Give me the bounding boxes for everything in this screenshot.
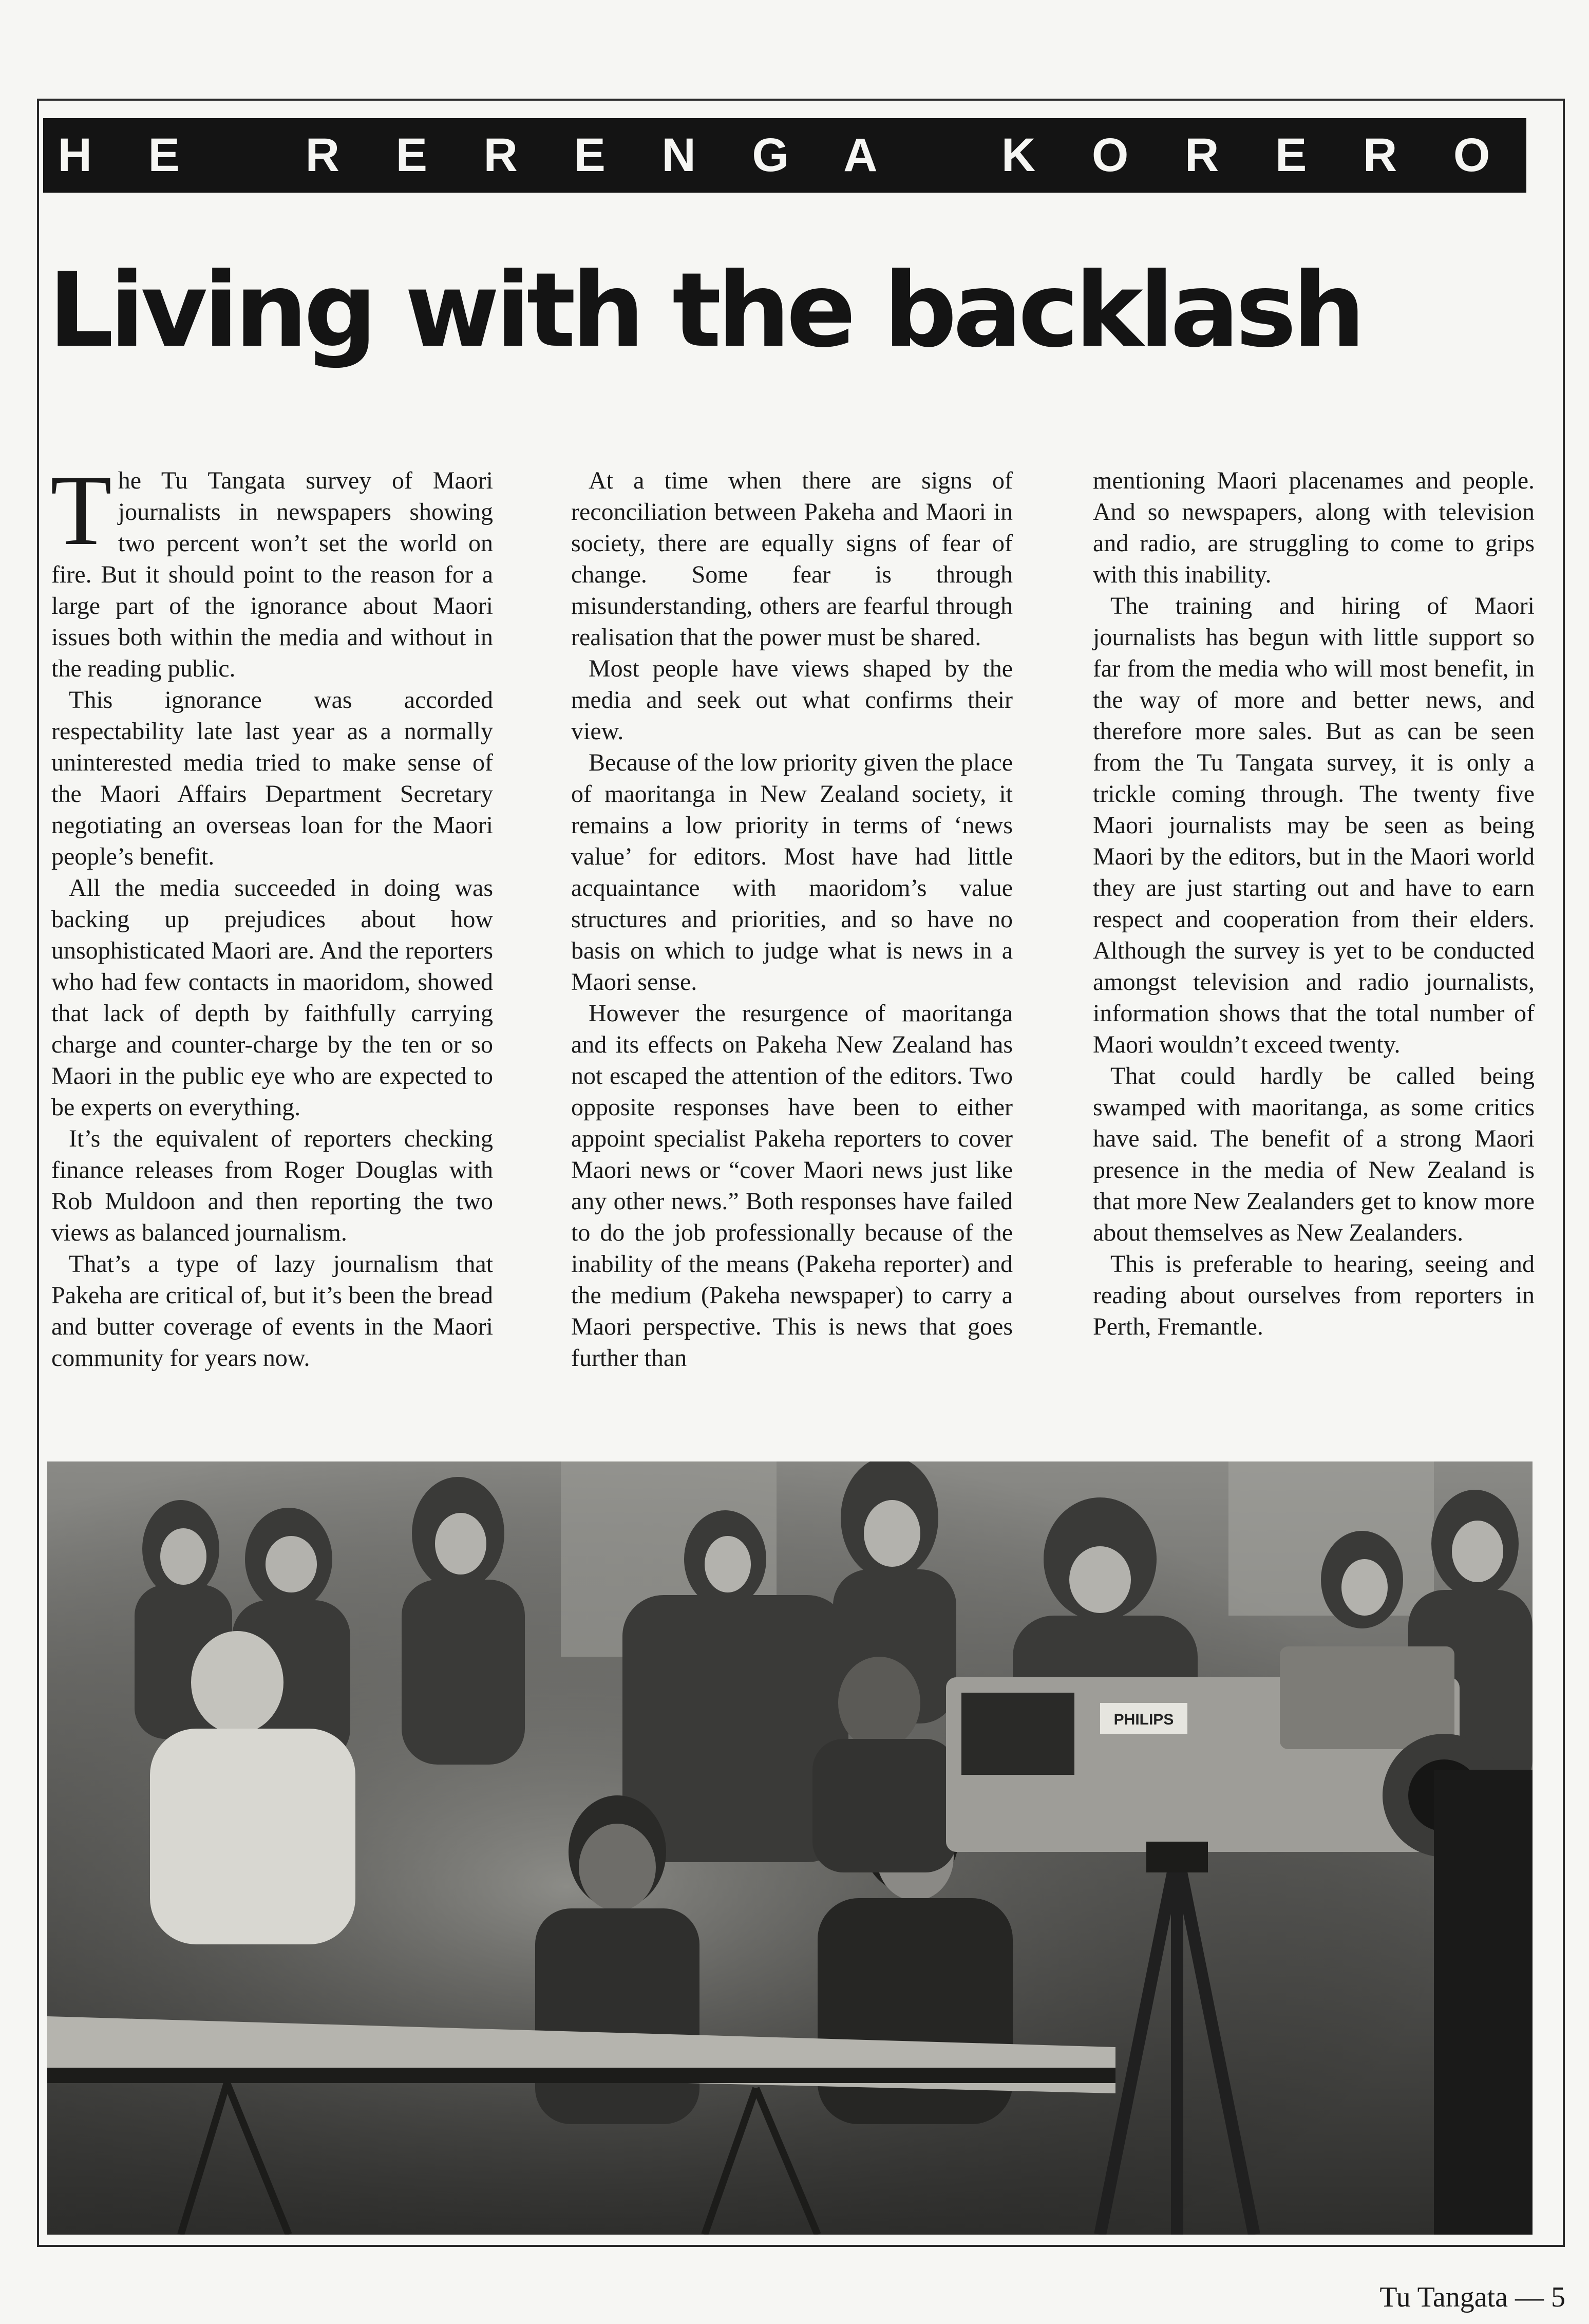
camera-brand-label: PHILIPS: [1113, 1711, 1174, 1728]
section-banner: H E R E R E N G A K O R E R O: [43, 118, 1526, 193]
paragraph: However the resurgence of maoritanga and its effects on Pakeha New Zealand has not escaped the attention of the editors. Two opposite responses have been to either appoint specialist Pakeha reporters to cover Maori news or “cover Maori news just like any other news.” Both responses have failed to do the job professionally because of the inability of the means (Pakeha reporter) and the medium (Pakeha newspaper) to carry a Maori perspective. This is news that goes further than: [571, 1000, 1013, 1372]
paragraph: mentioning Maori placenames and people. And so newspapers, along with television and radio, are struggling to come to grips with this inability.: [1093, 467, 1535, 588]
article-column-3: [1093, 465, 1535, 1342]
article-column-2: [571, 465, 1013, 1374]
page-footer: Tu Tangata — 5: [1379, 2281, 1565, 2313]
article-headline: Living with the backlash: [48, 251, 1361, 370]
article-column-1: [50, 455, 493, 1374]
paragraph: That’s a type of lazy journalism that Pakeha are critical of, but it’s been the bread and butter coverage of events in the Maori community for years now.: [51, 1250, 493, 1372]
paragraph: All the media succeeded in doing was backing up prejudices about how unsophisticated Maori are. And the reporters who had few contacts in maoridom, showed that lack of depth by faithfully carrying charge and counter-charge by the ten or so Maori in the public eye who are expected to be experts on everything.: [51, 874, 493, 1121]
paragraph: Most people have views shaped by the media and seek out what confirms their view.: [571, 655, 1013, 745]
press-gallery-photo: [47, 1461, 1533, 2235]
paragraph: The Tu Tangata survey of Maori journalists in newspapers showing two percent won’t set the world on fire. But it should point to the reason for a large part of the ignorance about Maori issues both within the media and without in the reading public.: [50, 455, 493, 682]
paragraph: This ignorance was accorded respectability late last year as a normally uninterested media tried to make sense of the Maori Affairs Department Secretary negotiating an overseas loan for the Maori people’s benefit.: [51, 686, 493, 870]
photo-illustration: [47, 1461, 1533, 2235]
paragraph: At a time when there are signs of reconciliation between Pakeha and Maori in society, there are equally signs of fear of change. Some fear is through misunderstanding, others are fearful through realisation that the power must be shared.: [571, 467, 1013, 651]
paragraph: Because of the low priority given the place of maoritanga in New Zealand society, it remains a low priority in terms of ‘news value’ for editors. Most have had little acquaintance with maoridom’s value structures and priorities, and so have no basis on which to judge what is news in a Maori sense.: [571, 749, 1013, 996]
drop-cap: T: [50, 455, 112, 566]
paragraph: That could hardly be called being swamped with maoritanga, as some critics have said. The benefit of a strong Maori presence in the media of New Zealand is that more New Zealanders get to know more about themselves as New Zealanders.: [1093, 1062, 1535, 1246]
paragraph: This is preferable to hearing, seeing and reading about ourselves from reporters in Perth, Fremantle.: [1093, 1250, 1535, 1340]
paragraph: The training and hiring of Maori journalists has begun with little support so far from the media who will most benefit, in the way of more and better news, and therefore more sales. But as can be seen from the Tu Tangata survey, it is only a trickle coming through. The twenty five Maori journalists may be seen as being Maori by the editors, but in the Maori world they are just starting out and have to earn respect and cooperation from their elders. Although the survey is yet to be conducted amongst television and radio journalists, information shows that the total number of Maori wouldn’t exceed twenty.: [1093, 592, 1535, 1058]
paragraph: It’s the equivalent of reporters checking finance releases from Roger Douglas with Rob Muldoon and then reporting the two views as balanced journalism.: [51, 1125, 493, 1246]
